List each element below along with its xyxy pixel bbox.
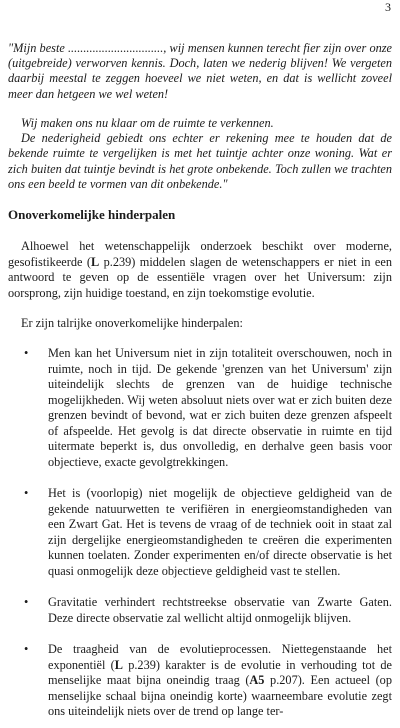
- reference-marker: A5: [249, 673, 265, 687]
- list-item: [0, 642, 400, 720]
- list-item-text: Men kan het Universum niet in zijn totaliteit overschouwen, noch in ruimte, noch in tijd. De gekende 'grenzen van het Universum' zijn uiteindelijk slechts de grenzen van de huidige technische mogelijkheden. Wij weten absoluut niets over wat er zich buiten deze grenzen bevindt of bevond, wat er zich buiten deze grenzen afspeelt of afspeelde. Het gevolg is dat directe observatie in ruimte en tijd uitermate beperkt is, dus onvolledig, en derhalve geen basis voor objectieve, exacte gevolgtrekkingen.: [48, 346, 392, 469]
- list-item-text: Gravitatie verhindert rechtstreekse observatie van Zwarte Gaten. Deze directe observatie zal wellicht altijd onmogelijk blijven.: [48, 595, 392, 625]
- list-item-text-part: p.207). Een actueel (op menselijke schaal bijna oneindig korte) waarneembare evolutie zegt ons uiteindelijk niets over de trend op lange ter-: [48, 673, 392, 718]
- bullet-icon: •: [24, 346, 29, 360]
- lead-paragraph: Er zijn talrijke onoverkomelijke hinderpalen:: [21, 316, 243, 330]
- section-heading: Onoverkomelijke hinderpalen: [8, 207, 176, 222]
- list-item: [0, 346, 400, 470]
- quote-continuation: [8, 116, 392, 192]
- quote-paragraph: "Mijn beste ..............................., wij mensen kunnen terecht fier zijn over onze (uitgebreide) verworven kennis. Doch, laten we nederig blijven! We vergeten daarbij meestal te zeggen hoeveel we niet weten, en dat is wellicht zoveel meer dan hetgeen we wel weten!: [8, 41, 392, 101]
- quote-paragraph: Wij maken ons nu klaar om de ruimte te verkennen.: [21, 116, 274, 130]
- quote-paragraph: De nederigheid gebiedt ons echter er rekening mee te houden dat de bekende ruimte te vergelijken is met het tuintje achter onze woning. Wat er zich buiten dat tuintje bevindt is het grote onbekende. Toch zullen we trachten ons een beeld te vormen van dit onbekende.": [8, 131, 392, 191]
- opening-quote: [8, 41, 392, 102]
- list-item-text-part: p.239) karakter is de evolutie in verhouding tot de menselijke maat bijna oneindig traag (: [48, 657, 392, 687]
- reference-marker: L: [90, 254, 100, 269]
- bullet-icon: •: [24, 595, 29, 609]
- list-item: [0, 486, 400, 579]
- bullet-icon: •: [24, 486, 29, 500]
- intro-text: p.239) middelen slagen de wetenschappers er niet in een antwoord te geven op de essentiële vragen over het Universum: zijn oorsprong, zijn huidige toestand, en zijn toekomstige evolutie.: [8, 254, 393, 300]
- list-item-text-part: De traagheid van de evolutieprocessen. Niettegenstaande het exponentiël (: [48, 642, 392, 672]
- reference-marker: L: [114, 657, 123, 672]
- bullet-icon: •: [24, 642, 29, 656]
- obstacle-list: [0, 346, 400, 720]
- list-item-text: Het is (voorlopig) niet mogelijk de objectieve geldigheid van de gekende natuurwetten te verifiëren in energieomstandigheden van een Zwart Gat. Het is tevens de vraag of de techniek ooit in staat zal zijn dergelijke energieomstandigheden te creëren die experimenten kunnen toelaten. Zonder experimenten en/of directe observatie is het quasi onmogelijk deze objectieve geldigheid vast te stellen.: [48, 486, 392, 578]
- list-item-text: [48, 642, 392, 718]
- list-item: [0, 595, 400, 626]
- intro-paragraph: [8, 239, 392, 301]
- intro-text: Alhoewel het wetenschappelijk onderzoek beschikt over moderne, gesofistikeerde (: [8, 239, 392, 269]
- page-number: 3: [385, 0, 391, 14]
